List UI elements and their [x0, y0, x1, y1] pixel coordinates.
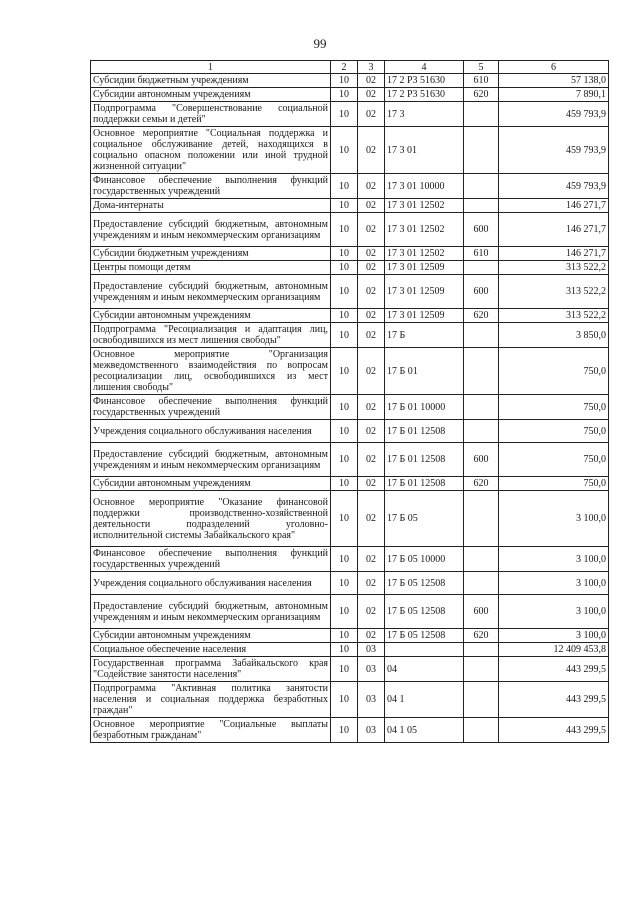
cell-name: Субсидии автономным учреждениям	[91, 309, 331, 323]
cell-name: Государственная программа Забайкальского края "Содействие занятости населения"	[91, 657, 331, 682]
cell-pr: 02	[358, 199, 385, 213]
cell-sum: 3 100,0	[499, 547, 609, 572]
cell-sum: 12 409 453,8	[499, 643, 609, 657]
table-row	[91, 395, 609, 420]
table-row	[91, 643, 609, 657]
cell-name: Субсидии бюджетным учреждениям	[91, 74, 331, 88]
cell-rz: 10	[331, 127, 358, 174]
table-row	[91, 127, 609, 174]
table-row	[91, 491, 609, 547]
cell-sum: 3 100,0	[499, 629, 609, 643]
cell-name: Предоставление субсидий бюджетным, автономным учреждениям и иным некоммерческим организациям	[91, 443, 331, 477]
cell-vr	[464, 547, 499, 572]
cell-name: Центры помощи детям	[91, 261, 331, 275]
table-row	[91, 629, 609, 643]
cell-name: Дома-интернаты	[91, 199, 331, 213]
cell-csr: 17 Б 01 12508	[385, 420, 464, 443]
cell-pr: 03	[358, 643, 385, 657]
cell-csr: 17 3 01 12502	[385, 247, 464, 261]
cell-name: Социальное обеспечение населения	[91, 643, 331, 657]
cell-sum: 146 271,7	[499, 213, 609, 247]
cell-pr: 02	[358, 629, 385, 643]
cell-pr: 02	[358, 443, 385, 477]
cell-sum: 313 522,2	[499, 309, 609, 323]
cell-csr: 17 Б	[385, 323, 464, 348]
header-cell: 5	[464, 61, 499, 74]
cell-rz: 10	[331, 74, 358, 88]
table-row	[91, 718, 609, 743]
cell-rz: 10	[331, 443, 358, 477]
cell-rz: 10	[331, 657, 358, 682]
cell-sum: 443 299,5	[499, 657, 609, 682]
cell-sum: 313 522,2	[499, 261, 609, 275]
cell-csr: 17 Б 05 10000	[385, 547, 464, 572]
cell-rz: 10	[331, 348, 358, 395]
cell-rz: 10	[331, 323, 358, 348]
cell-vr: 620	[464, 477, 499, 491]
cell-rz: 10	[331, 395, 358, 420]
cell-sum: 3 100,0	[499, 595, 609, 629]
cell-csr: 17 Б 05 12508	[385, 629, 464, 643]
cell-sum: 459 793,9	[499, 127, 609, 174]
cell-rz: 10	[331, 491, 358, 547]
cell-vr	[464, 643, 499, 657]
cell-rz: 10	[331, 199, 358, 213]
cell-name: Субсидии автономным учреждениям	[91, 477, 331, 491]
cell-sum: 3 850,0	[499, 323, 609, 348]
header-cell: 1	[91, 61, 331, 74]
cell-name: Предоставление субсидий бюджетным, автономным учреждениям и иным некоммерческим организациям	[91, 595, 331, 629]
cell-csr: 04 1	[385, 682, 464, 718]
table-row	[91, 323, 609, 348]
cell-sum: 7 890,1	[499, 88, 609, 102]
cell-name: Основное мероприятие "Организация межведомственного взаимодействия по вопросам ресоциализации лиц, освободившихся из мест лишения свободы"	[91, 348, 331, 395]
cell-rz: 10	[331, 174, 358, 199]
cell-rz: 10	[331, 718, 358, 743]
cell-csr: 17 3 01 12509	[385, 261, 464, 275]
table-row	[91, 682, 609, 718]
cell-csr: 04	[385, 657, 464, 682]
cell-vr: 600	[464, 275, 499, 309]
cell-name: Финансовое обеспечение выполнения функций государственных учреждений	[91, 547, 331, 572]
cell-vr	[464, 682, 499, 718]
table-row	[91, 102, 609, 127]
header-cell: 4	[385, 61, 464, 74]
cell-pr: 02	[358, 395, 385, 420]
cell-vr: 600	[464, 595, 499, 629]
cell-pr: 02	[358, 595, 385, 629]
cell-name: Подпрограмма "Ресоциализация и адаптация лиц, освободившихся из мест лишения свободы"	[91, 323, 331, 348]
cell-vr: 610	[464, 247, 499, 261]
cell-rz: 10	[331, 682, 358, 718]
cell-name: Субсидии автономным учреждениям	[91, 629, 331, 643]
header-cell: 3	[358, 61, 385, 74]
cell-vr	[464, 323, 499, 348]
cell-name: Учреждения социального обслуживания населения	[91, 572, 331, 595]
table-row	[91, 309, 609, 323]
cell-pr: 02	[358, 247, 385, 261]
page-number: 99	[313, 36, 327, 51]
cell-vr: 620	[464, 309, 499, 323]
table-row	[91, 595, 609, 629]
cell-sum: 313 522,2	[499, 275, 609, 309]
cell-csr: 17 3 01 12502	[385, 213, 464, 247]
header-cell: 2	[331, 61, 358, 74]
cell-pr: 02	[358, 309, 385, 323]
cell-name: Основное мероприятие "Социальная поддержка и социальное обслуживание детей, находящихся в социально опасном положении или иной трудной жизненной ситуации"	[91, 127, 331, 174]
cell-pr: 03	[358, 657, 385, 682]
table-row	[91, 443, 609, 477]
cell-name: Основное мероприятие "Оказание финансовой поддержки производственно-хозяйственной деятельности подразделений уголовно-исполнительной системы Забайкальского края"	[91, 491, 331, 547]
cell-name: Подпрограмма "Совершенствование социальной поддержки семьи и детей"	[91, 102, 331, 127]
cell-sum: 146 271,7	[499, 199, 609, 213]
cell-rz: 10	[331, 213, 358, 247]
cell-rz: 10	[331, 247, 358, 261]
cell-csr: 17 Б 01 10000	[385, 395, 464, 420]
table-row	[91, 477, 609, 491]
cell-csr: 17 Б 05	[385, 491, 464, 547]
cell-pr: 02	[358, 348, 385, 395]
table-row	[91, 88, 609, 102]
budget-table	[90, 60, 609, 743]
cell-pr: 02	[358, 491, 385, 547]
cell-pr: 02	[358, 572, 385, 595]
cell-sum: 750,0	[499, 395, 609, 420]
cell-vr: 610	[464, 74, 499, 88]
table-header-row	[91, 61, 609, 74]
cell-sum: 3 100,0	[499, 491, 609, 547]
cell-vr	[464, 718, 499, 743]
cell-vr	[464, 572, 499, 595]
cell-rz: 10	[331, 572, 358, 595]
cell-csr: 17 3 01 12509	[385, 309, 464, 323]
cell-pr: 02	[358, 88, 385, 102]
cell-sum: 750,0	[499, 477, 609, 491]
cell-name: Финансовое обеспечение выполнения функций государственных учреждений	[91, 395, 331, 420]
cell-vr: 620	[464, 629, 499, 643]
cell-vr	[464, 657, 499, 682]
cell-name: Учреждения социального обслуживания населения	[91, 420, 331, 443]
cell-sum: 459 793,9	[499, 174, 609, 199]
cell-csr: 17 Б 01 12508	[385, 477, 464, 491]
cell-csr: 04 1 05	[385, 718, 464, 743]
table-row	[91, 657, 609, 682]
cell-name: Финансовое обеспечение выполнения функций государственных учреждений	[91, 174, 331, 199]
cell-csr: 17 3 01	[385, 127, 464, 174]
cell-csr: 17 2 Р3 51630	[385, 88, 464, 102]
table-row	[91, 348, 609, 395]
table-row	[91, 572, 609, 595]
table-row	[91, 420, 609, 443]
cell-rz: 10	[331, 643, 358, 657]
cell-csr: 17 2 Р3 51630	[385, 74, 464, 88]
table-row	[91, 247, 609, 261]
table-row	[91, 275, 609, 309]
cell-pr: 02	[358, 102, 385, 127]
cell-rz: 10	[331, 102, 358, 127]
cell-csr: 17 3 01 12509	[385, 275, 464, 309]
cell-pr: 02	[358, 547, 385, 572]
cell-sum: 443 299,5	[499, 718, 609, 743]
cell-name: Предоставление субсидий бюджетным, автономным учреждениям и иным некоммерческим организациям	[91, 275, 331, 309]
cell-name: Предоставление субсидий бюджетным, автономным учреждениям и иным некоммерческим организациям	[91, 213, 331, 247]
cell-rz: 10	[331, 261, 358, 275]
cell-sum: 146 271,7	[499, 247, 609, 261]
cell-vr: 620	[464, 88, 499, 102]
cell-name: Субсидии автономным учреждениям	[91, 88, 331, 102]
cell-vr	[464, 174, 499, 199]
cell-vr: 600	[464, 213, 499, 247]
table-row	[91, 174, 609, 199]
cell-pr: 02	[358, 213, 385, 247]
cell-sum: 750,0	[499, 420, 609, 443]
cell-rz: 10	[331, 477, 358, 491]
table-row	[91, 213, 609, 247]
cell-rz: 10	[331, 420, 358, 443]
table-row	[91, 199, 609, 213]
cell-name: Субсидии бюджетным учреждениям	[91, 247, 331, 261]
cell-pr: 02	[358, 261, 385, 275]
cell-csr	[385, 643, 464, 657]
cell-vr	[464, 199, 499, 213]
cell-vr	[464, 395, 499, 420]
cell-pr: 02	[358, 275, 385, 309]
cell-rz: 10	[331, 309, 358, 323]
cell-rz: 10	[331, 275, 358, 309]
cell-csr: 17 3 01 10000	[385, 174, 464, 199]
table-row	[91, 547, 609, 572]
cell-rz: 10	[331, 629, 358, 643]
cell-sum: 3 100,0	[499, 572, 609, 595]
cell-pr: 03	[358, 718, 385, 743]
cell-rz: 10	[331, 88, 358, 102]
cell-csr: 17 Б 05 12508	[385, 572, 464, 595]
cell-vr	[464, 491, 499, 547]
header-cell: 6	[499, 61, 609, 74]
cell-pr: 02	[358, 127, 385, 174]
cell-vr	[464, 102, 499, 127]
cell-pr: 02	[358, 420, 385, 443]
cell-sum: 459 793,9	[499, 102, 609, 127]
cell-vr	[464, 127, 499, 174]
cell-csr: 17 Б 01 12508	[385, 443, 464, 477]
cell-pr: 02	[358, 74, 385, 88]
cell-pr: 03	[358, 682, 385, 718]
cell-name: Основное мероприятие "Социальные выплаты безработным гражданам"	[91, 718, 331, 743]
cell-pr: 02	[358, 477, 385, 491]
cell-csr: 17 3	[385, 102, 464, 127]
cell-name: Подпрограмма "Активная политика занятости населения и социальная поддержка безработных граждан"	[91, 682, 331, 718]
cell-sum: 57 138,0	[499, 74, 609, 88]
cell-csr: 17 Б 01	[385, 348, 464, 395]
cell-pr: 02	[358, 323, 385, 348]
cell-rz: 10	[331, 595, 358, 629]
cell-vr	[464, 261, 499, 275]
table-row	[91, 261, 609, 275]
cell-vr	[464, 348, 499, 395]
cell-vr	[464, 420, 499, 443]
cell-rz: 10	[331, 547, 358, 572]
cell-sum: 443 299,5	[499, 682, 609, 718]
cell-csr: 17 Б 05 12508	[385, 595, 464, 629]
cell-sum: 750,0	[499, 348, 609, 395]
cell-csr: 17 3 01 12502	[385, 199, 464, 213]
cell-vr: 600	[464, 443, 499, 477]
table-row	[91, 74, 609, 88]
cell-sum: 750,0	[499, 443, 609, 477]
cell-pr: 02	[358, 174, 385, 199]
